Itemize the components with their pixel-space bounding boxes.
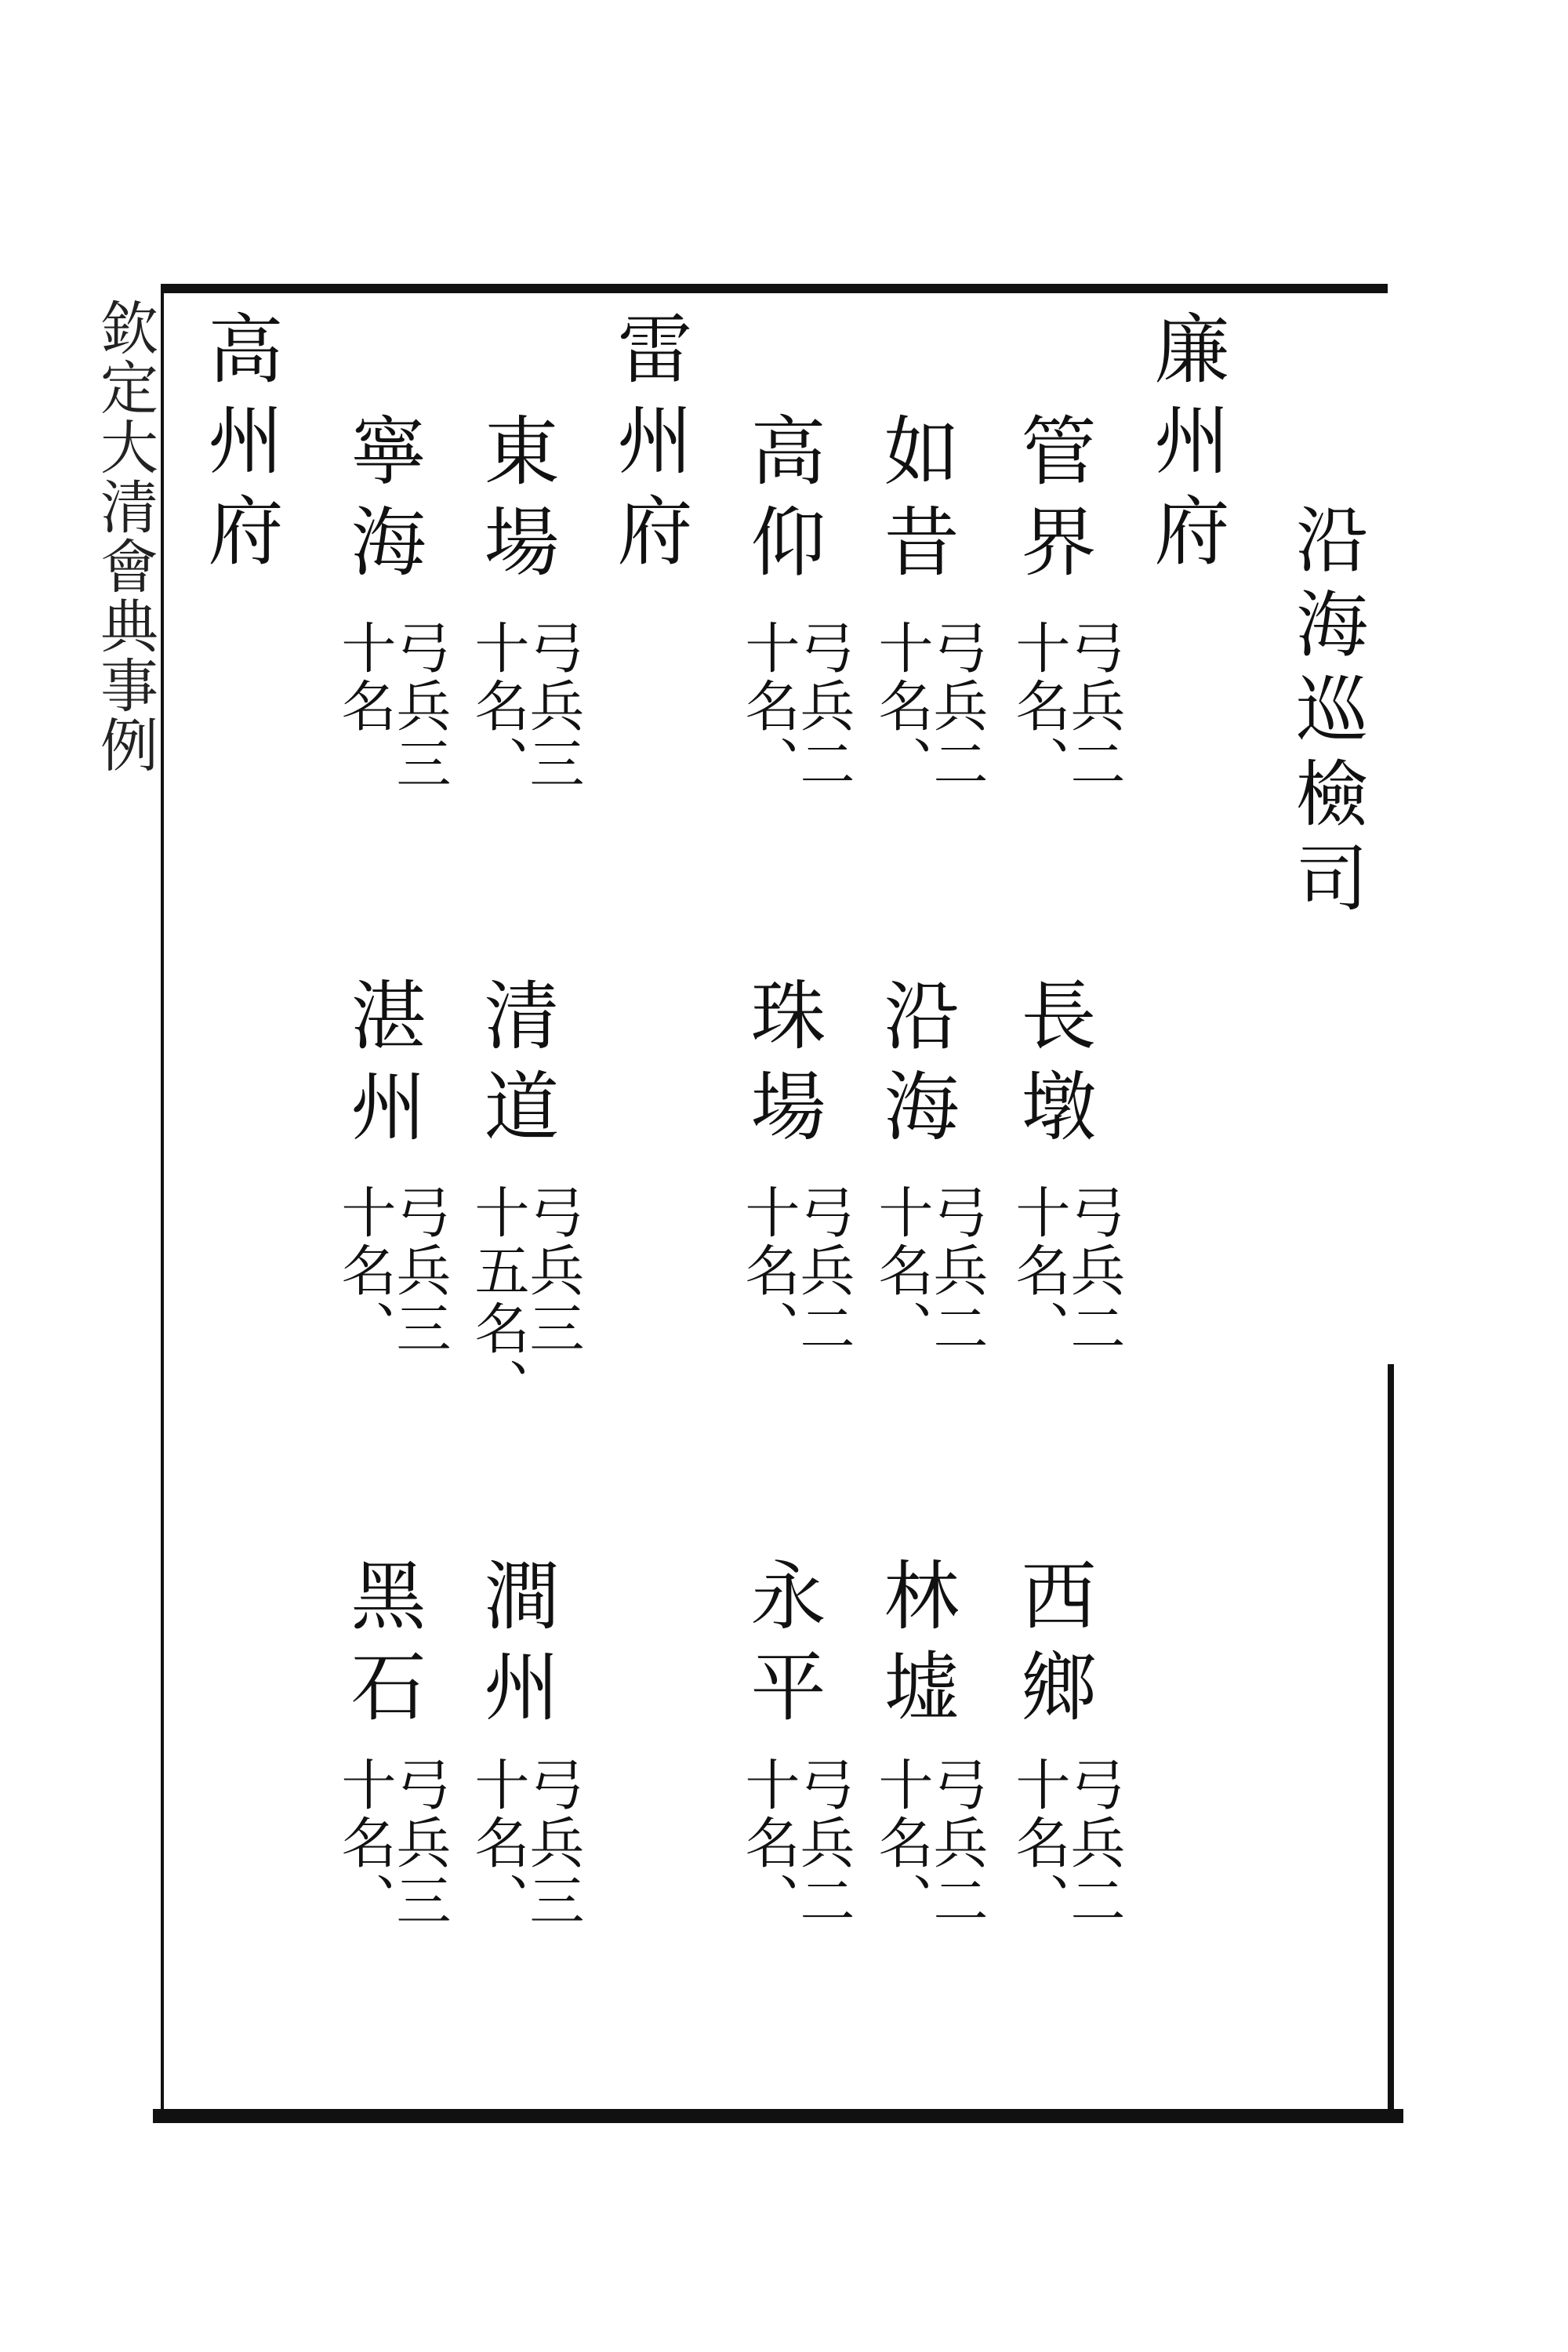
troops-count: 弓兵三 bbox=[387, 1184, 452, 1358]
prefecture-gaozhou: 高州府 bbox=[196, 310, 284, 583]
troops-count-cont: 十五名、 bbox=[466, 1184, 530, 1416]
entry-name: 湛州 bbox=[339, 976, 426, 1158]
troops-count: 弓兵二 bbox=[924, 1184, 989, 1358]
bottom-border-rule bbox=[153, 2109, 1403, 2123]
troops-count-cont: 十名、 bbox=[736, 1184, 800, 1358]
troops-count-cont: 十名、 bbox=[332, 1184, 397, 1358]
troops-count: 弓兵二 bbox=[924, 1756, 989, 1930]
top-border-rule bbox=[161, 284, 1388, 293]
entry-name: 西鄉 bbox=[1009, 1556, 1097, 1738]
entry-name: 管界 bbox=[1009, 412, 1097, 593]
entry-name: 東場 bbox=[472, 412, 560, 593]
entry-name: 寧海 bbox=[339, 412, 426, 593]
troops-count-cont: 十名、 bbox=[1007, 1756, 1071, 1930]
entry-name: 沿海 bbox=[872, 976, 960, 1158]
troops-count: 弓兵二 bbox=[924, 619, 989, 793]
troops-count: 弓兵三 bbox=[521, 1184, 585, 1358]
troops-count: 弓兵二 bbox=[1062, 1184, 1126, 1358]
troops-count: 弓兵三 bbox=[387, 619, 452, 793]
troops-count-cont: 十名、 bbox=[736, 1756, 800, 1930]
entry-name: 如昔 bbox=[872, 412, 960, 593]
troops-count: 弓兵二 bbox=[791, 619, 855, 793]
entry-name: 高仰 bbox=[739, 412, 826, 593]
troops-count-cont: 十名、 bbox=[869, 1184, 934, 1358]
troops-count-cont: 十名 bbox=[332, 619, 397, 735]
entry-name: 黑石 bbox=[339, 1556, 426, 1738]
section-heading: 沿海巡檢司 bbox=[1284, 502, 1368, 925]
entry-name: 澗州 bbox=[472, 1556, 560, 1738]
entry-name: 清道 bbox=[472, 976, 560, 1158]
troops-count: 弓兵二 bbox=[1062, 619, 1126, 793]
troops-count: 弓兵二 bbox=[791, 1756, 855, 1930]
entry-name: 長墩 bbox=[1009, 976, 1097, 1158]
troops-count-cont: 十名、 bbox=[869, 1756, 934, 1930]
entry-name: 永平 bbox=[739, 1556, 826, 1738]
troops-count: 弓兵三 bbox=[521, 1756, 585, 1930]
entry-name: 林墟 bbox=[872, 1556, 960, 1738]
troops-count-cont: 十名、 bbox=[466, 619, 530, 793]
troops-count-cont: 十名、 bbox=[1007, 1184, 1071, 1358]
troops-count: 弓兵二 bbox=[791, 1184, 855, 1358]
troops-count-cont: 十名、 bbox=[332, 1756, 397, 1930]
troops-count-cont: 十名、 bbox=[466, 1756, 530, 1930]
troops-count-cont: 十名、 bbox=[1007, 619, 1071, 793]
troops-count: 弓兵三 bbox=[521, 619, 585, 793]
troops-count-cont: 十名、 bbox=[736, 619, 800, 793]
entry-name: 珠場 bbox=[739, 976, 826, 1158]
right-border-rule bbox=[1388, 1364, 1394, 2117]
margin-title: 欽定大清會典事例 bbox=[91, 298, 158, 775]
troops-count: 弓兵三 bbox=[387, 1756, 452, 1930]
left-border-rule bbox=[161, 284, 164, 2118]
troops-count: 弓兵二 bbox=[1062, 1756, 1126, 1930]
prefecture-lianzhou: 廉州府 bbox=[1142, 310, 1230, 583]
prefecture-leizhou: 雷州府 bbox=[605, 310, 693, 583]
troops-count-cont: 十名、 bbox=[869, 619, 934, 793]
